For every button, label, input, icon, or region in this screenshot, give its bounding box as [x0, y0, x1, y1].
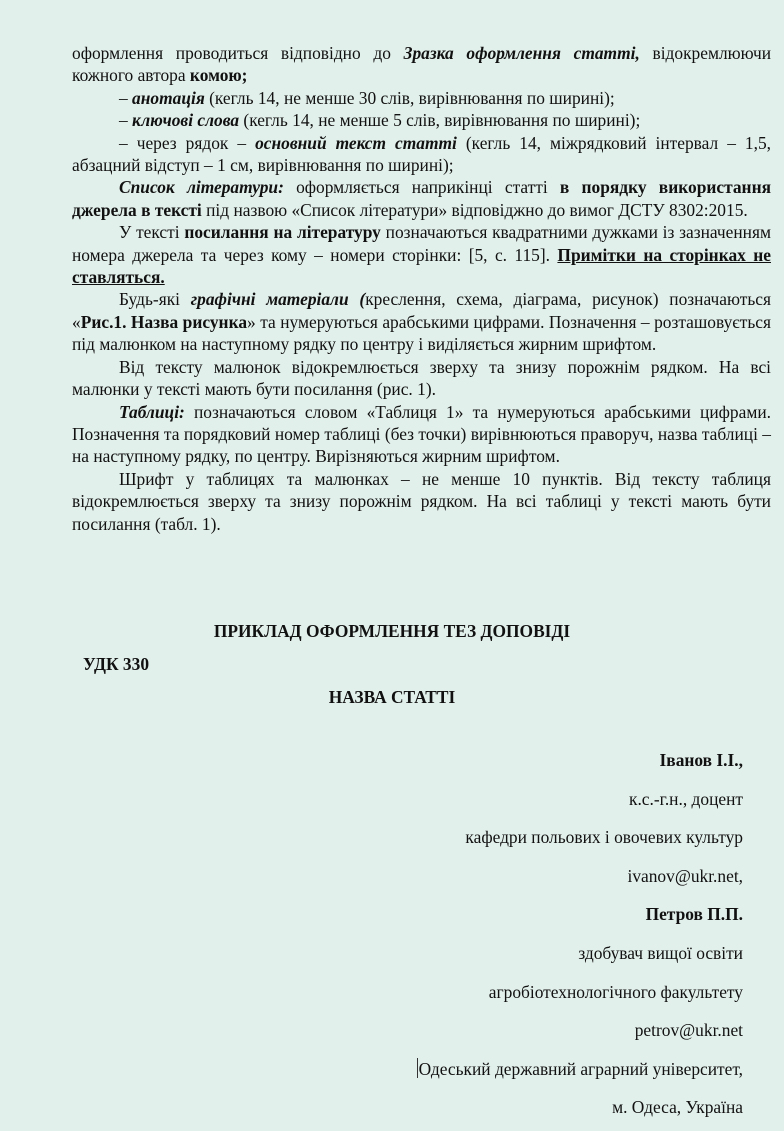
author-faculty: агробіотехнологічного факультету: [488, 981, 743, 1002]
term: Список літератури:: [119, 177, 284, 198]
author-degree: к.с.-г.н., доцент: [629, 788, 743, 809]
text-run: позначаються квадратними дужками із зазначенням номера джерела та через кому – номери сторінки: [5, с. 115].: [72, 222, 771, 265]
dash: –: [119, 87, 133, 108]
text-run: (кегль 14, не менше 30 слів, вирівнювання по ширині);: [204, 87, 615, 108]
example-heading: ПРИКЛАД ОФОРМЛЕННЯ ТЕЗ ДОПОВІДІ: [213, 621, 571, 641]
paragraph-continuation: [72, 42, 771, 87]
sample-reference: Зразка оформлення статті,: [403, 43, 640, 63]
text-run: позначаються словом «Таблиця 1» та нумеруються арабськими цифрами. Позначення та порядковий номер таблиці (без точки) вирівнюються праворуч, назва таблиці – на наступному рядку, по центру. Вирізняються жирним шрифтом.: [72, 401, 771, 467]
author-name: Іванов І.І.,: [659, 750, 743, 770]
text-run: (кегль 14, не менше 5 слів, вирівнювання по ширині);: [239, 110, 641, 131]
udk-code: УДК 330: [83, 654, 150, 674]
paragraph-tables: [72, 401, 771, 468]
text-run: – через рядок –: [119, 132, 256, 153]
document-body: [72, 42, 771, 535]
text-run: Будь-які: [119, 289, 191, 310]
text-run: під назвою «Список літератури» відповіджно до вимог ДСТУ 8302:2015.: [201, 199, 748, 220]
affiliation-university[interactable]: [417, 1054, 743, 1093]
author-status: здобувач вищої освіти: [578, 942, 743, 963]
term: анотація: [132, 87, 205, 108]
term: ключові слова: [132, 110, 240, 131]
text-run: У тексті: [119, 222, 185, 243]
author-email: ivanov@ukr.net,: [627, 865, 743, 886]
affiliation-text: Одеський державний аграрний університет,: [418, 1058, 743, 1079]
author-block: [417, 745, 743, 1131]
term: основний текст статті: [255, 132, 457, 153]
list-item-keywords: [72, 109, 771, 131]
affiliation-city: м. Одеса, Україна: [612, 1097, 743, 1118]
dash: –: [119, 110, 133, 131]
text-run-bold: посилання на літературу: [184, 222, 381, 243]
text-run: креслення, схема, діаграма, рисунок) позначаються «: [72, 289, 771, 332]
paragraph-citations: [72, 221, 771, 288]
text-run: оформляється наприкінці статті: [283, 177, 560, 198]
term: Таблиці:: [119, 401, 185, 422]
author-email: petrov@ukr.net: [634, 1020, 743, 1041]
author-department: кафедри польових і овочевих культур: [465, 827, 743, 848]
text-run-bold: комою;: [189, 65, 248, 86]
list-item-main-text: [72, 132, 771, 177]
list-item-annotation: [72, 87, 771, 109]
text-run-bold: в порядку використання джерела в тексті: [72, 177, 772, 220]
paragraph-figures: [72, 288, 771, 355]
text-run: відокремлюючи кожного автора: [72, 43, 772, 86]
text-run: (кегль 14, міжрядковий інтервал – 1,5, абзацний відступ – 1 см, вирівнювання по ширині);: [72, 132, 771, 176]
text-run-bold: Рис.1. Назва рисунка: [80, 311, 248, 332]
article-title: НАЗВА СТАТТІ: [328, 687, 456, 707]
paragraph-figure-spacing: Від тексту малюнок відокремлюється зверху та знизу порожнім рядком. На всі малюнки у тексті мають бути посилання (рис. 1).: [72, 356, 771, 400]
term: графічні матеріали (: [190, 289, 366, 310]
footnote-note: Примітки на сторінках не ставляться.: [72, 244, 771, 288]
text-run: » та нумеруються арабськими цифрами. Позначення – розташовується під малюнком на наступному рядку по центру і виділяється жирним шрифтом.: [72, 311, 771, 355]
text-run: оформлення проводиться відповідно до: [72, 43, 404, 63]
text-cursor: [417, 1058, 418, 1078]
paragraph-table-font: Шрифт у таблицях та малюнках – не менше 10 пунктів. Від тексту таблиця відокремлюється зверху та знизу порожнім рядком. На всі таблиці у тексті мають бути посилання (табл. 1).: [72, 468, 771, 534]
paragraph-references: [72, 176, 771, 221]
author-name: Петров П.П.: [645, 904, 743, 925]
